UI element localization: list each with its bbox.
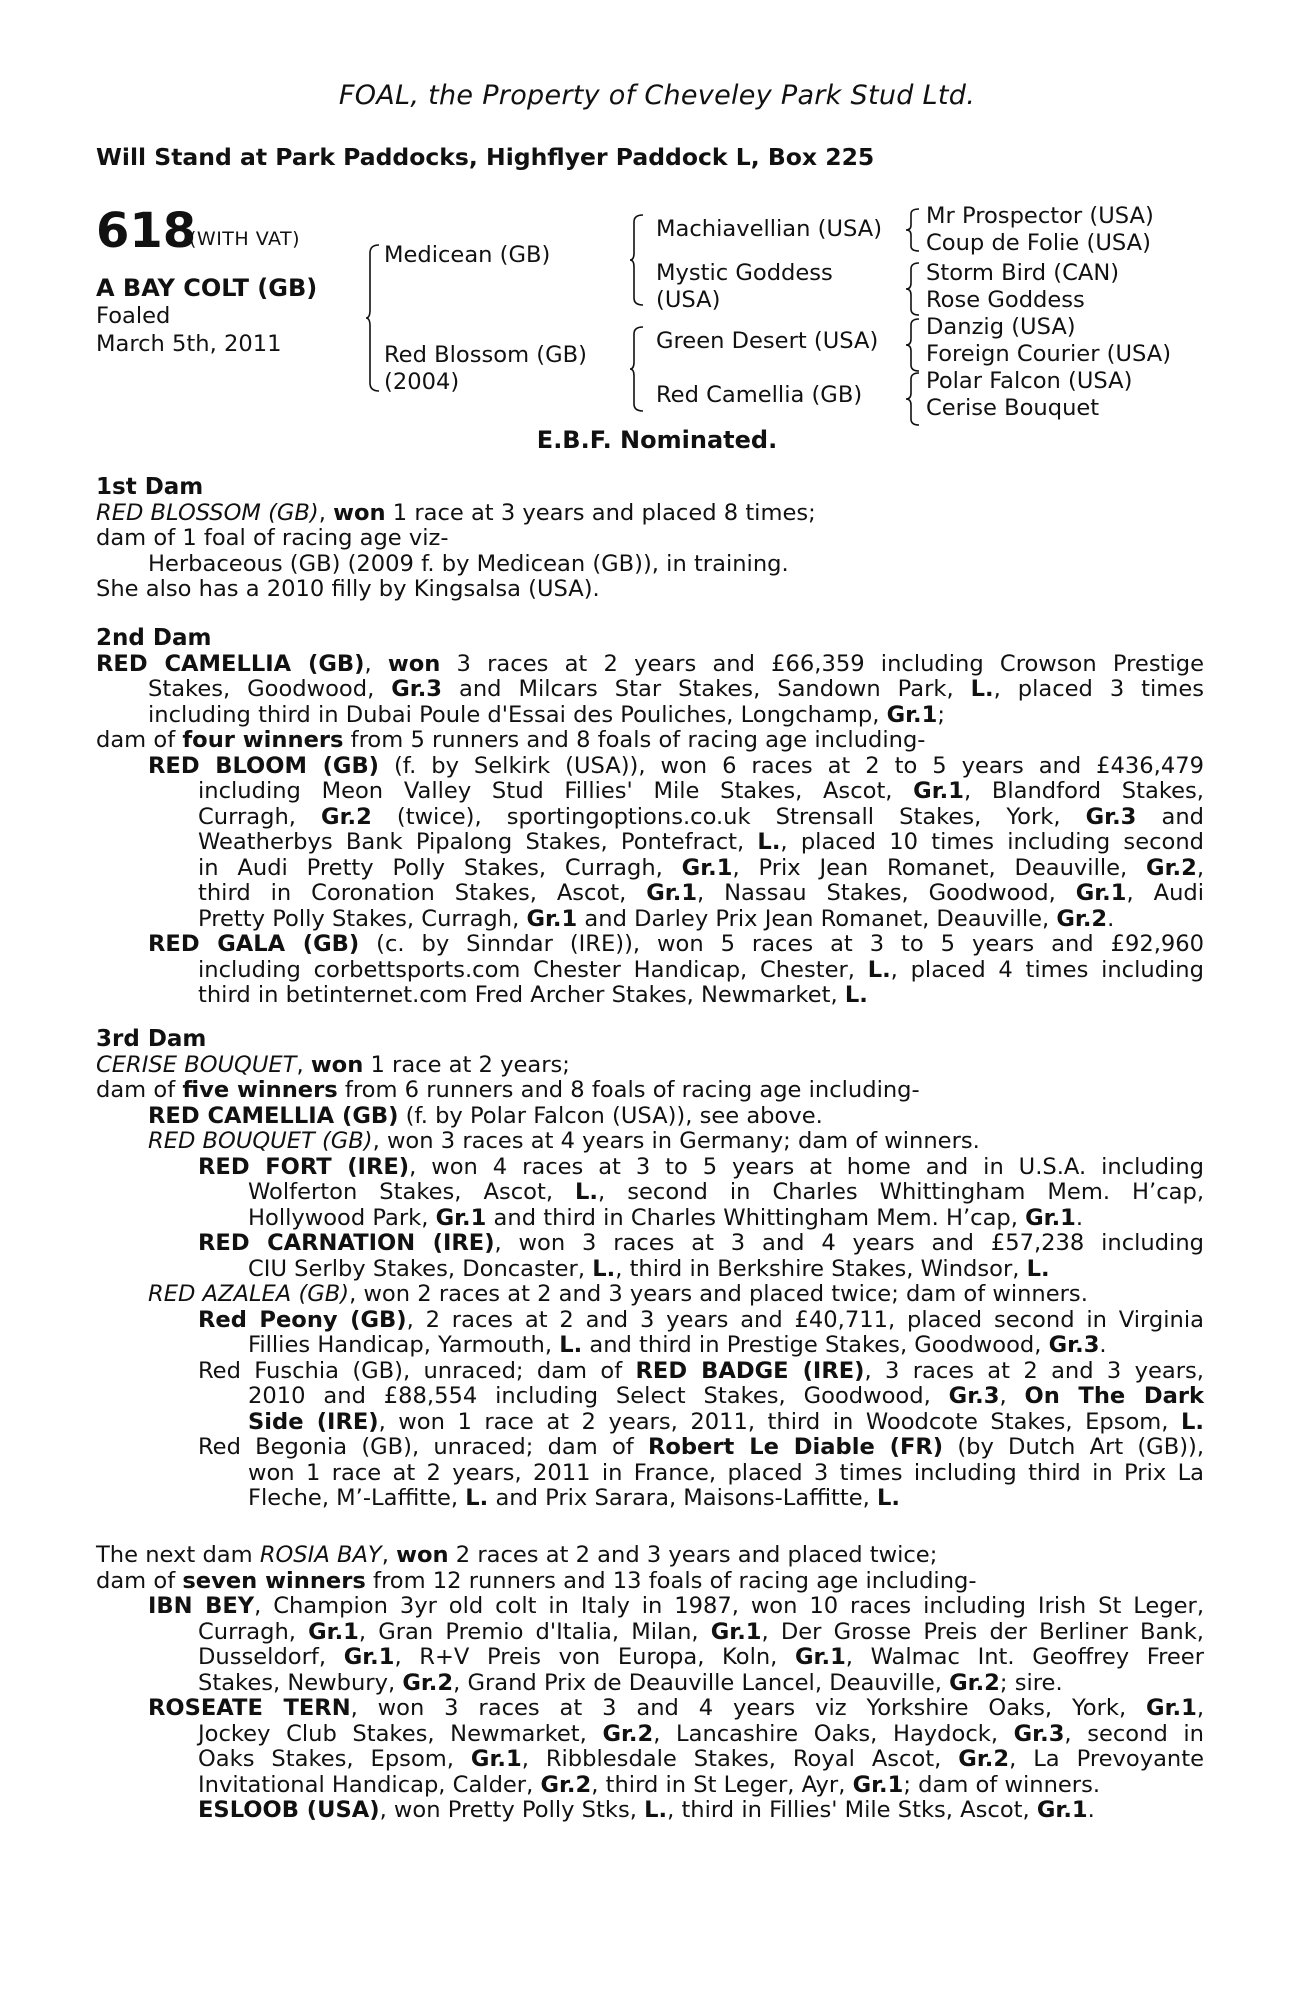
third-dam-line: Fillies Handicap, Yarmouth, L. and third in Prestige Stakes, Goodwood, Gr.3. <box>248 1332 1107 1358</box>
section-heading: 3rd Dam <box>96 1026 207 1052</box>
won-label: won <box>333 499 386 526</box>
sire-dam <box>656 260 833 314</box>
second-dam-line: RED CAMELLIA (GB), won 3 races at 2 years and £66,359 including Crowson Prestige <box>96 650 1204 677</box>
third-dam-line: RED CAMELLIA (GB) (f. by Polar Falcon (USA)), see above. <box>148 1102 823 1129</box>
third-dam-line: RED CARNATION (IRE), won 3 races at 3 and 4 years and £57,238 including <box>198 1230 1204 1256</box>
sire-sire: Machiavellian (USA) <box>656 216 883 242</box>
second-dam-line: including third in Dubai Poule d'Essai des Pouliches, Longchamp, Gr.1; <box>148 701 945 728</box>
grandparent-7: Polar Falcon (USA) <box>926 368 1133 394</box>
brace-sire <box>630 214 644 306</box>
second-dam-line: RED GALA (GB) (c. by Sinndar (IRE)), won 5 races at 3 to 5 years and £92,960 <box>148 931 1205 957</box>
third-dam-line: Red Fuschia (GB), unraced; dam of RED BADGE (IRE), 3 races at 2 and 3 years, <box>198 1357 1204 1384</box>
dam-name: RED BLOSSOM (GB) <box>96 499 319 526</box>
grandparent-6: Foreign Courier (USA) <box>926 341 1172 367</box>
dam-dam: Red Camellia (GB) <box>656 382 863 408</box>
dam-year: (2004) <box>384 369 460 395</box>
next-dam-line: ROSEATE TERN, won 3 races at 3 and 4 years viz Yorkshire Oaks, York, Gr.1, <box>148 1695 1204 1721</box>
third-dam-line: Red Begonia (GB), unraced; dam of Robert Le Diable (FR) (by Dutch Art (GB)), <box>198 1434 1204 1460</box>
third-dam-line: RED FORT (IRE), won 4 races at 3 to 5 years at home and in U.S.A. including <box>198 1153 1204 1180</box>
foaled-date: March 5th, 2011 <box>96 331 282 357</box>
brace-g2 <box>906 262 920 316</box>
first-dam-line: RED BLOSSOM (GB), won 1 race at 3 years and placed 8 times; <box>96 499 816 526</box>
second-dam-line: including corbettsports.com Chester Handicap, Chester, L., placed 4 times including <box>198 956 1204 983</box>
third-dam-line: won 1 race at 2 years, 2011 in France, placed 3 times including third in Prix La <box>248 1459 1204 1486</box>
next-dam-line: Dusseldorf, Gr.1, R+V Preis von Europa, Koln, Gr.1, Walmac Int. Geoffrey Freer <box>198 1644 1204 1670</box>
dam-name: CERISE BOUQUET <box>96 1051 297 1078</box>
first-dam-line: dam of 1 foal of racing age viz- <box>96 525 449 551</box>
second-dam-line: Pretty Polly Stakes, Curragh, Gr.1 and Darley Prix Jean Romanet, Deauville, Gr.2. <box>198 905 1115 932</box>
section-heading: 2nd Dam <box>96 625 212 651</box>
second-dam-line: third in Coronation Stakes, Ascot, Gr.1, Nassau Stakes, Goodwood, Gr.1, Audi <box>198 880 1205 906</box>
third-dam-line: CIU Serlby Stakes, Doncaster, L., third in Berkshire Stakes, Windsor, L. <box>248 1255 1050 1282</box>
grandparent-5: Danzig (USA) <box>926 314 1076 340</box>
dam-name: Red Blossom (GB) <box>384 342 587 368</box>
section-heading: 1st Dam <box>96 474 204 500</box>
third-dam-line: 2010 and £88,554 including Select Stakes, Goodwood, Gr.3, On The Dark <box>248 1383 1204 1409</box>
lot-description: A BAY COLT (GB) <box>96 274 318 302</box>
brace-g4 <box>906 372 920 426</box>
grandparent-3: Storm Bird (CAN) <box>926 260 1120 286</box>
second-dam-line: third in betinternet.com Fred Archer Stakes, Newmarket, L. <box>198 982 868 1008</box>
second-dam-line: in Audi Pretty Polly Stakes, Curragh, Gr.1, Prix Jean Romanet, Deauville, Gr.2, <box>198 854 1204 881</box>
third-dam-line: RED BOUQUET (GB), won 3 races at 4 years in Germany; dam of winners. <box>148 1128 980 1154</box>
sire-dam-name: Mystic Goddess <box>656 260 833 286</box>
third-dam-line: dam of five winners from 6 runners and 8 foals of racing age including- <box>96 1077 920 1103</box>
third-dam-line: Hollywood Park, Gr.1 and third in Charles Whittingham Mem. H’cap, Gr.1. <box>248 1204 1084 1231</box>
grandparent-8: Cerise Bouquet <box>926 395 1100 421</box>
first-dam-line: Herbaceous (GB) (2009 f. by Medicean (GB)), in training. <box>148 550 789 577</box>
sire-dam-origin: (USA) <box>656 287 721 313</box>
third-dam-line: Fleche, M’-Laffitte, L. and Prix Sarara, Maisons-Laffitte, L. <box>248 1485 900 1511</box>
third-dam-line: Wolferton Stakes, Ascot, L., second in Charles Whittingham Mem. H’cap, <box>248 1179 1204 1205</box>
location-line: Will Stand at Park Paddocks, Highflyer Paddock L, Box 225 <box>96 143 875 171</box>
brace-g1 <box>906 208 920 252</box>
second-dam-line: dam of four winners from 5 runners and 8 foals of racing age including- <box>96 727 926 753</box>
ebf-nominated: E.B.F. Nominated. <box>536 426 778 454</box>
third-dam-line: RED AZALEA (GB), won 2 races at 2 and 3 years and placed twice; dam of winners. <box>148 1281 1088 1307</box>
grandparent-4: Rose Goddess <box>926 287 1085 313</box>
page-title: FOAL, the Property of Cheveley Park Stud Ltd. <box>338 80 976 111</box>
brace-parents <box>366 244 380 392</box>
second-dam-line: including Meon Valley Stud Fillies' Mile Stakes, Ascot, Gr.1, Blandford Stakes, <box>198 778 1204 804</box>
next-dam-section <box>96 1543 1204 1824</box>
second-dam-section <box>96 626 1204 1009</box>
dam-sire: Green Desert (USA) <box>656 328 879 354</box>
next-dam-line: Jockey Club Stakes, Newmarket, Gr.2, Lancashire Oaks, Haydock, Gr.3, second in <box>198 1720 1204 1747</box>
next-dam-line: ESLOOB (USA), won Pretty Polly Stks, L., third in Fillies' Mile Stks, Ascot, Gr.1. <box>198 1797 1095 1823</box>
second-dam-line: RED BLOOM (GB) (f. by Selkirk (USA)), won 6 races at 2 to 5 years and £436,479 <box>148 752 1204 779</box>
next-dam-line: Invitational Handicap, Calder, Gr.2, third in St Leger, Ayr, Gr.1; dam of winners. <box>198 1771 1101 1798</box>
next-dam-line: dam of seven winners from 12 runners and 13 foals of racing age including- <box>96 1567 977 1594</box>
next-dam-line: The next dam ROSIA BAY, won 2 races at 2 and 3 years and placed twice; <box>96 1542 938 1568</box>
foaled-info <box>96 302 281 358</box>
foaled-label: Foaled <box>96 303 171 329</box>
next-dam-line: Oaks Stakes, Epsom, Gr.1, Ribblesdale Stakes, Royal Ascot, Gr.2, La Prevoyante <box>198 1746 1204 1772</box>
third-dam-line: Side (IRE), won 1 race at 2 years, 2011, third in Woodcote Stakes, Epsom, L. <box>248 1408 1204 1435</box>
second-dam-line: Stakes, Goodwood, Gr.3 and Milcars Star Stakes, Sandown Park, L., placed 3 times <box>148 676 1204 702</box>
third-dam-section <box>96 1027 1204 1512</box>
second-dam-line: Weatherbys Bank Pipalong Stakes, Pontefract, L., placed 10 times including second <box>198 829 1205 855</box>
grandparent-1: Mr Prospector (USA) <box>926 203 1154 229</box>
brace-g3 <box>906 318 920 372</box>
grandparent-2: Coup de Folie (USA) <box>926 230 1151 256</box>
next-dam-line: IBN BEY, Champion 3yr old colt in Italy in 1987, won 10 races including Irish St Leger, <box>148 1593 1204 1619</box>
third-dam-line: Red Peony (GB), 2 races at 2 and 3 years and £40,711, placed second in Virginia <box>198 1306 1204 1333</box>
first-dam-line: She also has a 2010 filly by Kingsalsa (USA). <box>96 576 600 602</box>
sire: Medicean (GB) <box>384 242 551 268</box>
first-dam-section <box>96 475 1204 603</box>
dam-name: RED CAMELLIA (GB) <box>96 650 365 677</box>
vat-label: (WITH VAT) <box>189 228 301 250</box>
second-dam-line: Curragh, Gr.2 (twice), sportingoptions.co.uk Strensall Stakes, York, Gr.3 and <box>198 803 1204 830</box>
next-dam-line: Curragh, Gr.1, Gran Premio d'Italia, Milan, Gr.1, Der Grosse Preis der Berliner Bank, <box>198 1618 1204 1645</box>
brace-dam <box>630 326 644 412</box>
third-dam-line: CERISE BOUQUET, won 1 race at 2 years; <box>96 1051 570 1078</box>
dam <box>384 342 587 396</box>
lot-number: 618 <box>96 203 197 259</box>
next-dam-line: Stakes, Newbury, Gr.2, Grand Prix de Deauville Lancel, Deauville, Gr.2; sire. <box>198 1669 1063 1696</box>
